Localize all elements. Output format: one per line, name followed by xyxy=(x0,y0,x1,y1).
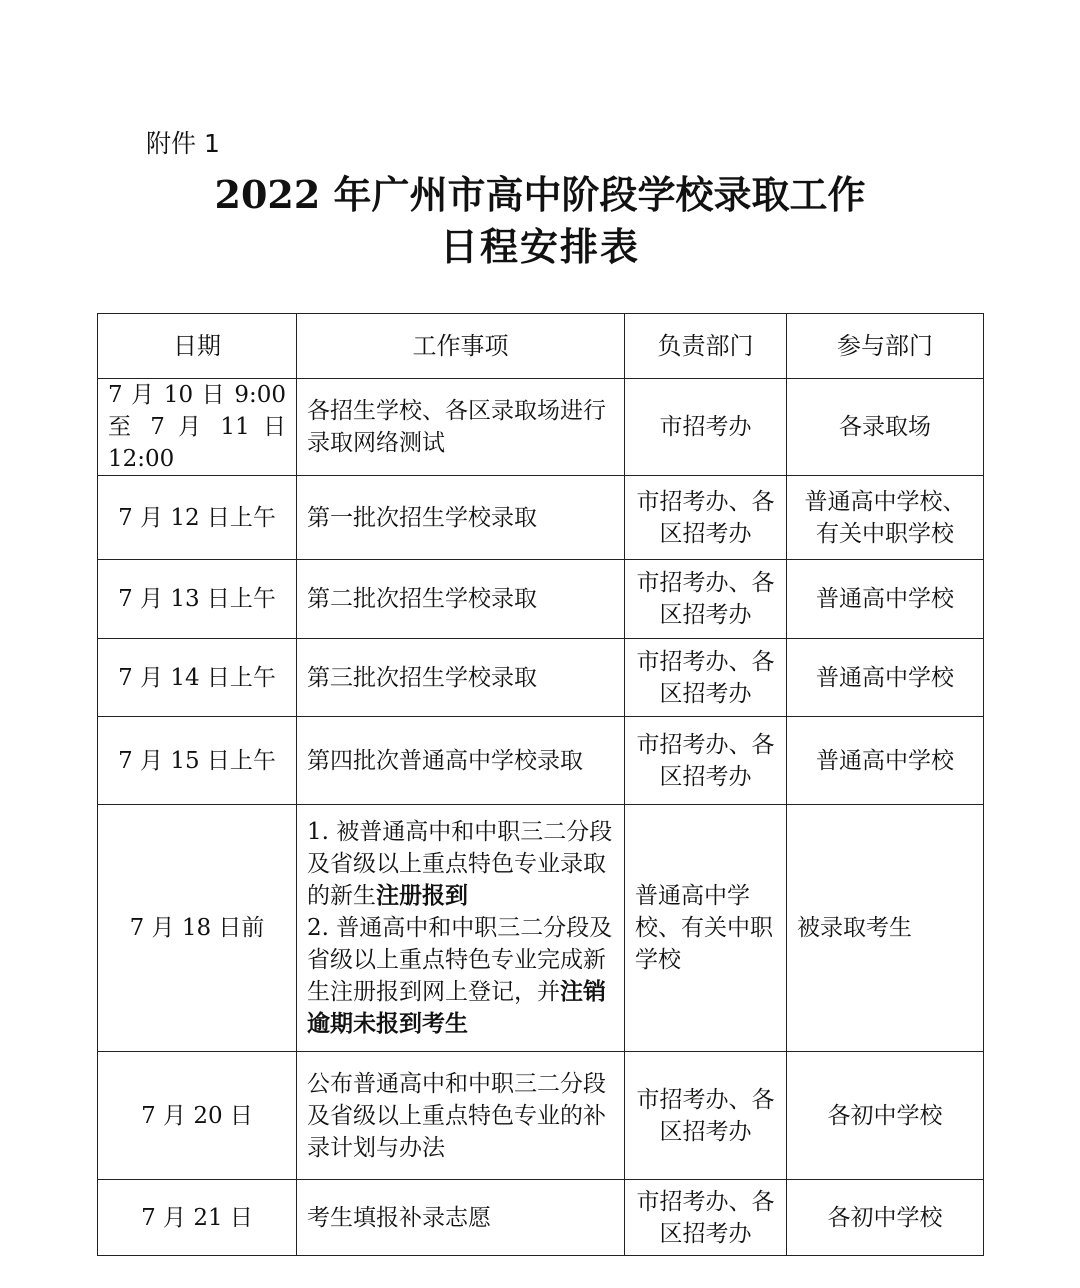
row-participating: 普通高中学校 xyxy=(787,717,984,805)
row-date: 7 月 15 日上午 xyxy=(98,717,297,805)
row-task: 考生填报补录志愿 xyxy=(297,1180,625,1256)
row-participating: 普通高中学校 xyxy=(787,639,984,717)
header-responsible: 负责部门 xyxy=(625,314,787,379)
row-participating: 各初中学校 xyxy=(787,1052,984,1180)
row-date: 7 月 20 日 xyxy=(98,1052,297,1180)
row-responsible: 市招考办 xyxy=(625,379,787,476)
table-row xyxy=(98,1180,984,1256)
header-participating: 参与部门 xyxy=(787,314,984,379)
header-task: 工作事项 xyxy=(297,314,625,379)
row-participating: 普通高中学校 xyxy=(787,560,984,639)
row-participating: 各初中学校 xyxy=(787,1180,984,1256)
table-row xyxy=(98,805,984,1052)
row-task: 第一批次招生学校录取 xyxy=(297,476,625,560)
row-task: 第三批次招生学校录取 xyxy=(297,639,625,717)
row-responsible: 市招考办、各区招考办 xyxy=(625,1180,787,1256)
document-title-line-1: 2022 年广州市高中阶段学校录取工作 xyxy=(214,172,866,217)
table-row xyxy=(98,1052,984,1180)
row-participating: 被录取考生 xyxy=(787,805,984,1052)
row-date: 7 月 14 日上午 xyxy=(98,639,297,717)
table-row xyxy=(98,560,984,639)
row-date: 7 月 13 日上午 xyxy=(98,560,297,639)
task-item-1-emphasis: 注册报到 xyxy=(376,882,468,909)
row-responsible: 普通高中学校、有关中职学校 xyxy=(625,805,787,1052)
row-responsible: 市招考办、各区招考办 xyxy=(625,717,787,805)
row-task: 各招生学校、各区录取场进行录取网络测试 xyxy=(297,379,625,476)
row-responsible: 市招考办、各区招考办 xyxy=(625,639,787,717)
task-item-2: 2. 普通高中和中职三二分段及省级以上重点特色专业完成新生注册报到网上登记，并 xyxy=(307,915,613,1005)
table-row xyxy=(98,476,984,560)
row-participating: 普通高中学校、有关中职学校 xyxy=(787,476,984,560)
row-date: 7 月 18 日前 xyxy=(98,805,297,1052)
row-responsible: 市招考办、各区招考办 xyxy=(625,1052,787,1180)
task-item-1: 1. 被普通高中和中职三二分段及省级以上重点特色专业录取的新生 xyxy=(307,819,613,909)
table-row xyxy=(98,639,984,717)
row-date: 7 月 21 日 xyxy=(98,1180,297,1256)
row-responsible: 市招考办、各区招考办 xyxy=(625,476,787,560)
row-responsible: 市招考办、各区招考办 xyxy=(625,560,787,639)
row-date: 7 月 12 日上午 xyxy=(98,476,297,560)
schedule-table xyxy=(97,313,984,1256)
row-participating: 各录取场 xyxy=(787,379,984,476)
table-row xyxy=(98,379,984,476)
row-task: 第二批次招生学校录取 xyxy=(297,560,625,639)
table-header-row xyxy=(98,314,984,379)
attachment-label: 附件 1 xyxy=(146,129,220,158)
document-title-line-2: 日程安排表 xyxy=(439,224,640,269)
row-date: 7 月 10 日 9:00 至 7 月 11 日 12:00 xyxy=(98,379,297,476)
row-task: 公布普通高中和中职三二分段及省级以上重点特色专业的补录计划与办法 xyxy=(297,1052,625,1180)
row-task: 第四批次普通高中学校录取 xyxy=(297,717,625,805)
row-task xyxy=(297,805,625,1052)
header-date: 日期 xyxy=(98,314,297,379)
task-item-2-emphasis: 注销逾期未报到考生 xyxy=(307,978,606,1037)
table-row xyxy=(98,717,984,805)
